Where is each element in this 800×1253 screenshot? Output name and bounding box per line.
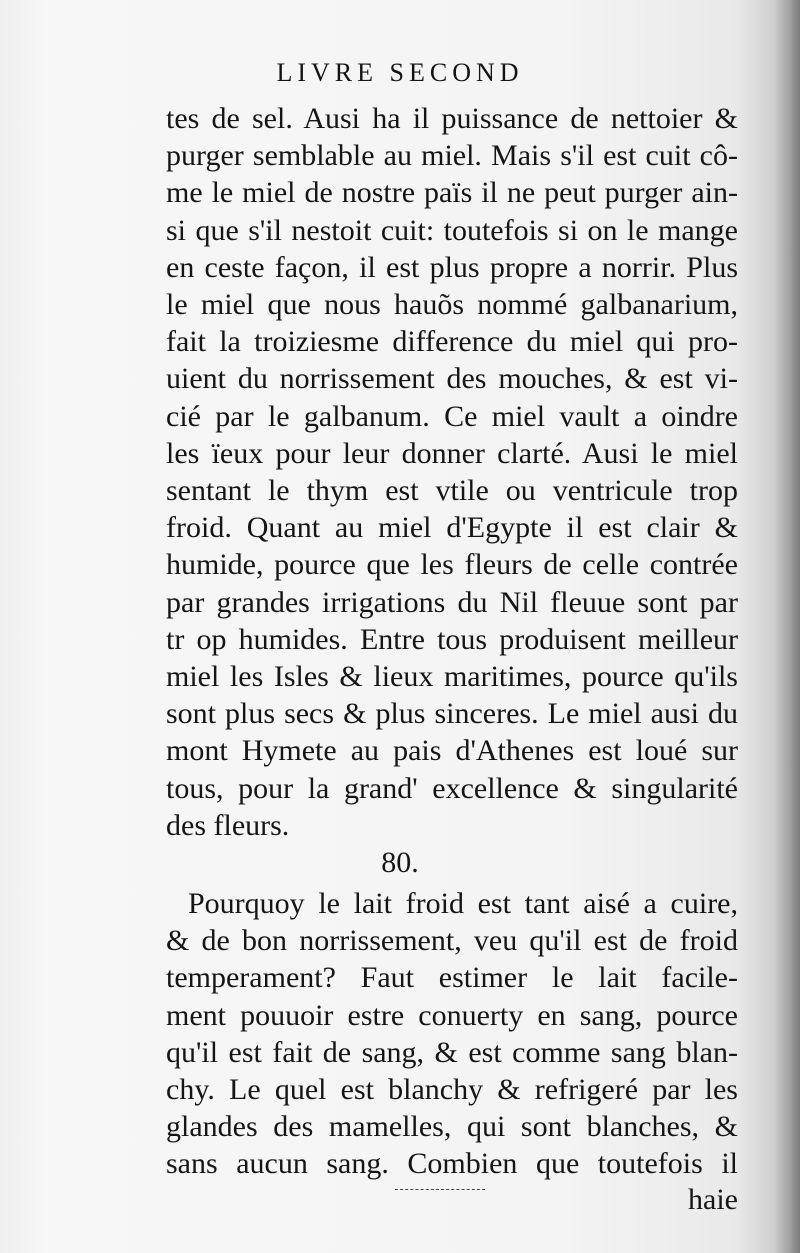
- body-text-section-2: [166, 885, 738, 1183]
- text-line: humide, pource que les fleurs de celle contrée: [166, 548, 738, 582]
- text-line: sentant le thym est vtile ou ventricule trop: [166, 474, 738, 508]
- text-line: Pourquoy le lait froid est tant aisé a cuire,: [188, 887, 738, 920]
- text-line: chy. Le quel est blanchy & refrigeré par les: [166, 1073, 738, 1107]
- body-text-section-1: [166, 100, 738, 844]
- text-line: miel les Isles & lieux maritimes, pource qu'ils: [166, 660, 738, 694]
- text-line: tes de sel. Ausi ha il puissance de nettoier &: [166, 102, 738, 135]
- text-line: & de bon norrissement, veu qu'il est de froid: [166, 924, 738, 958]
- text-line: tous, pour la grand' excellence & singularité: [166, 771, 738, 805]
- text-line: si que s'il nestoit cuit: toutefois si on le mange: [166, 213, 738, 247]
- chapter-number: 80.: [381, 846, 419, 879]
- text-line: sont plus secs & plus sinceres. Le miel ausi du: [166, 697, 738, 731]
- text-line: froid. Quant au miel d'Egypte il est clair &: [166, 511, 738, 545]
- text-line: purger semblable au miel. Mais s'il est cuit cô-: [166, 139, 738, 173]
- text-line: par grandes irrigations du Nil fleuue sont par: [166, 585, 738, 619]
- text-line: ment pouuoir estre conuerty en sang, pource: [166, 998, 738, 1032]
- text-line: cié par le galbanum. Ce miel vault a oindre: [166, 399, 738, 433]
- text-line: me le miel de nostre païs il ne peut purger ain-: [166, 176, 738, 210]
- text-line: temperament? Faut estimer le lait facile-: [166, 961, 738, 995]
- text-line: uient du norrissement des mouches, & est vi-: [166, 362, 738, 396]
- page-gutter-shadow: [774, 0, 800, 1253]
- catchword: haie: [688, 1183, 738, 1216]
- catchword-block: [166, 1181, 738, 1218]
- text-line: le miel que nous hauõs nommé galbanarium,: [166, 288, 738, 322]
- text-line: glandes des mamelles, qui sont blanches, &: [166, 1110, 738, 1144]
- text-line: sans aucun sang. Combien que toutefois il: [166, 1147, 738, 1181]
- text-line: qu'il est fait de sang, & est comme sang blan-: [166, 1035, 738, 1069]
- text-line: mont Hymete au pais d'Athenes est loué sur: [166, 734, 738, 768]
- text-line: des fleurs.: [166, 808, 290, 842]
- text-line: en ceste façon, il est plus propre a norrir. Plus: [166, 250, 738, 284]
- text-line: fait la troiziesme difference du miel qui pro-: [166, 325, 738, 359]
- running-title: LIVRE SECOND: [276, 58, 524, 87]
- text-line: tr op humides. Entre tous produisent meilleur: [166, 622, 738, 656]
- text-line: les ïeux pour leur donner clarté. Ausi le miel: [166, 436, 738, 470]
